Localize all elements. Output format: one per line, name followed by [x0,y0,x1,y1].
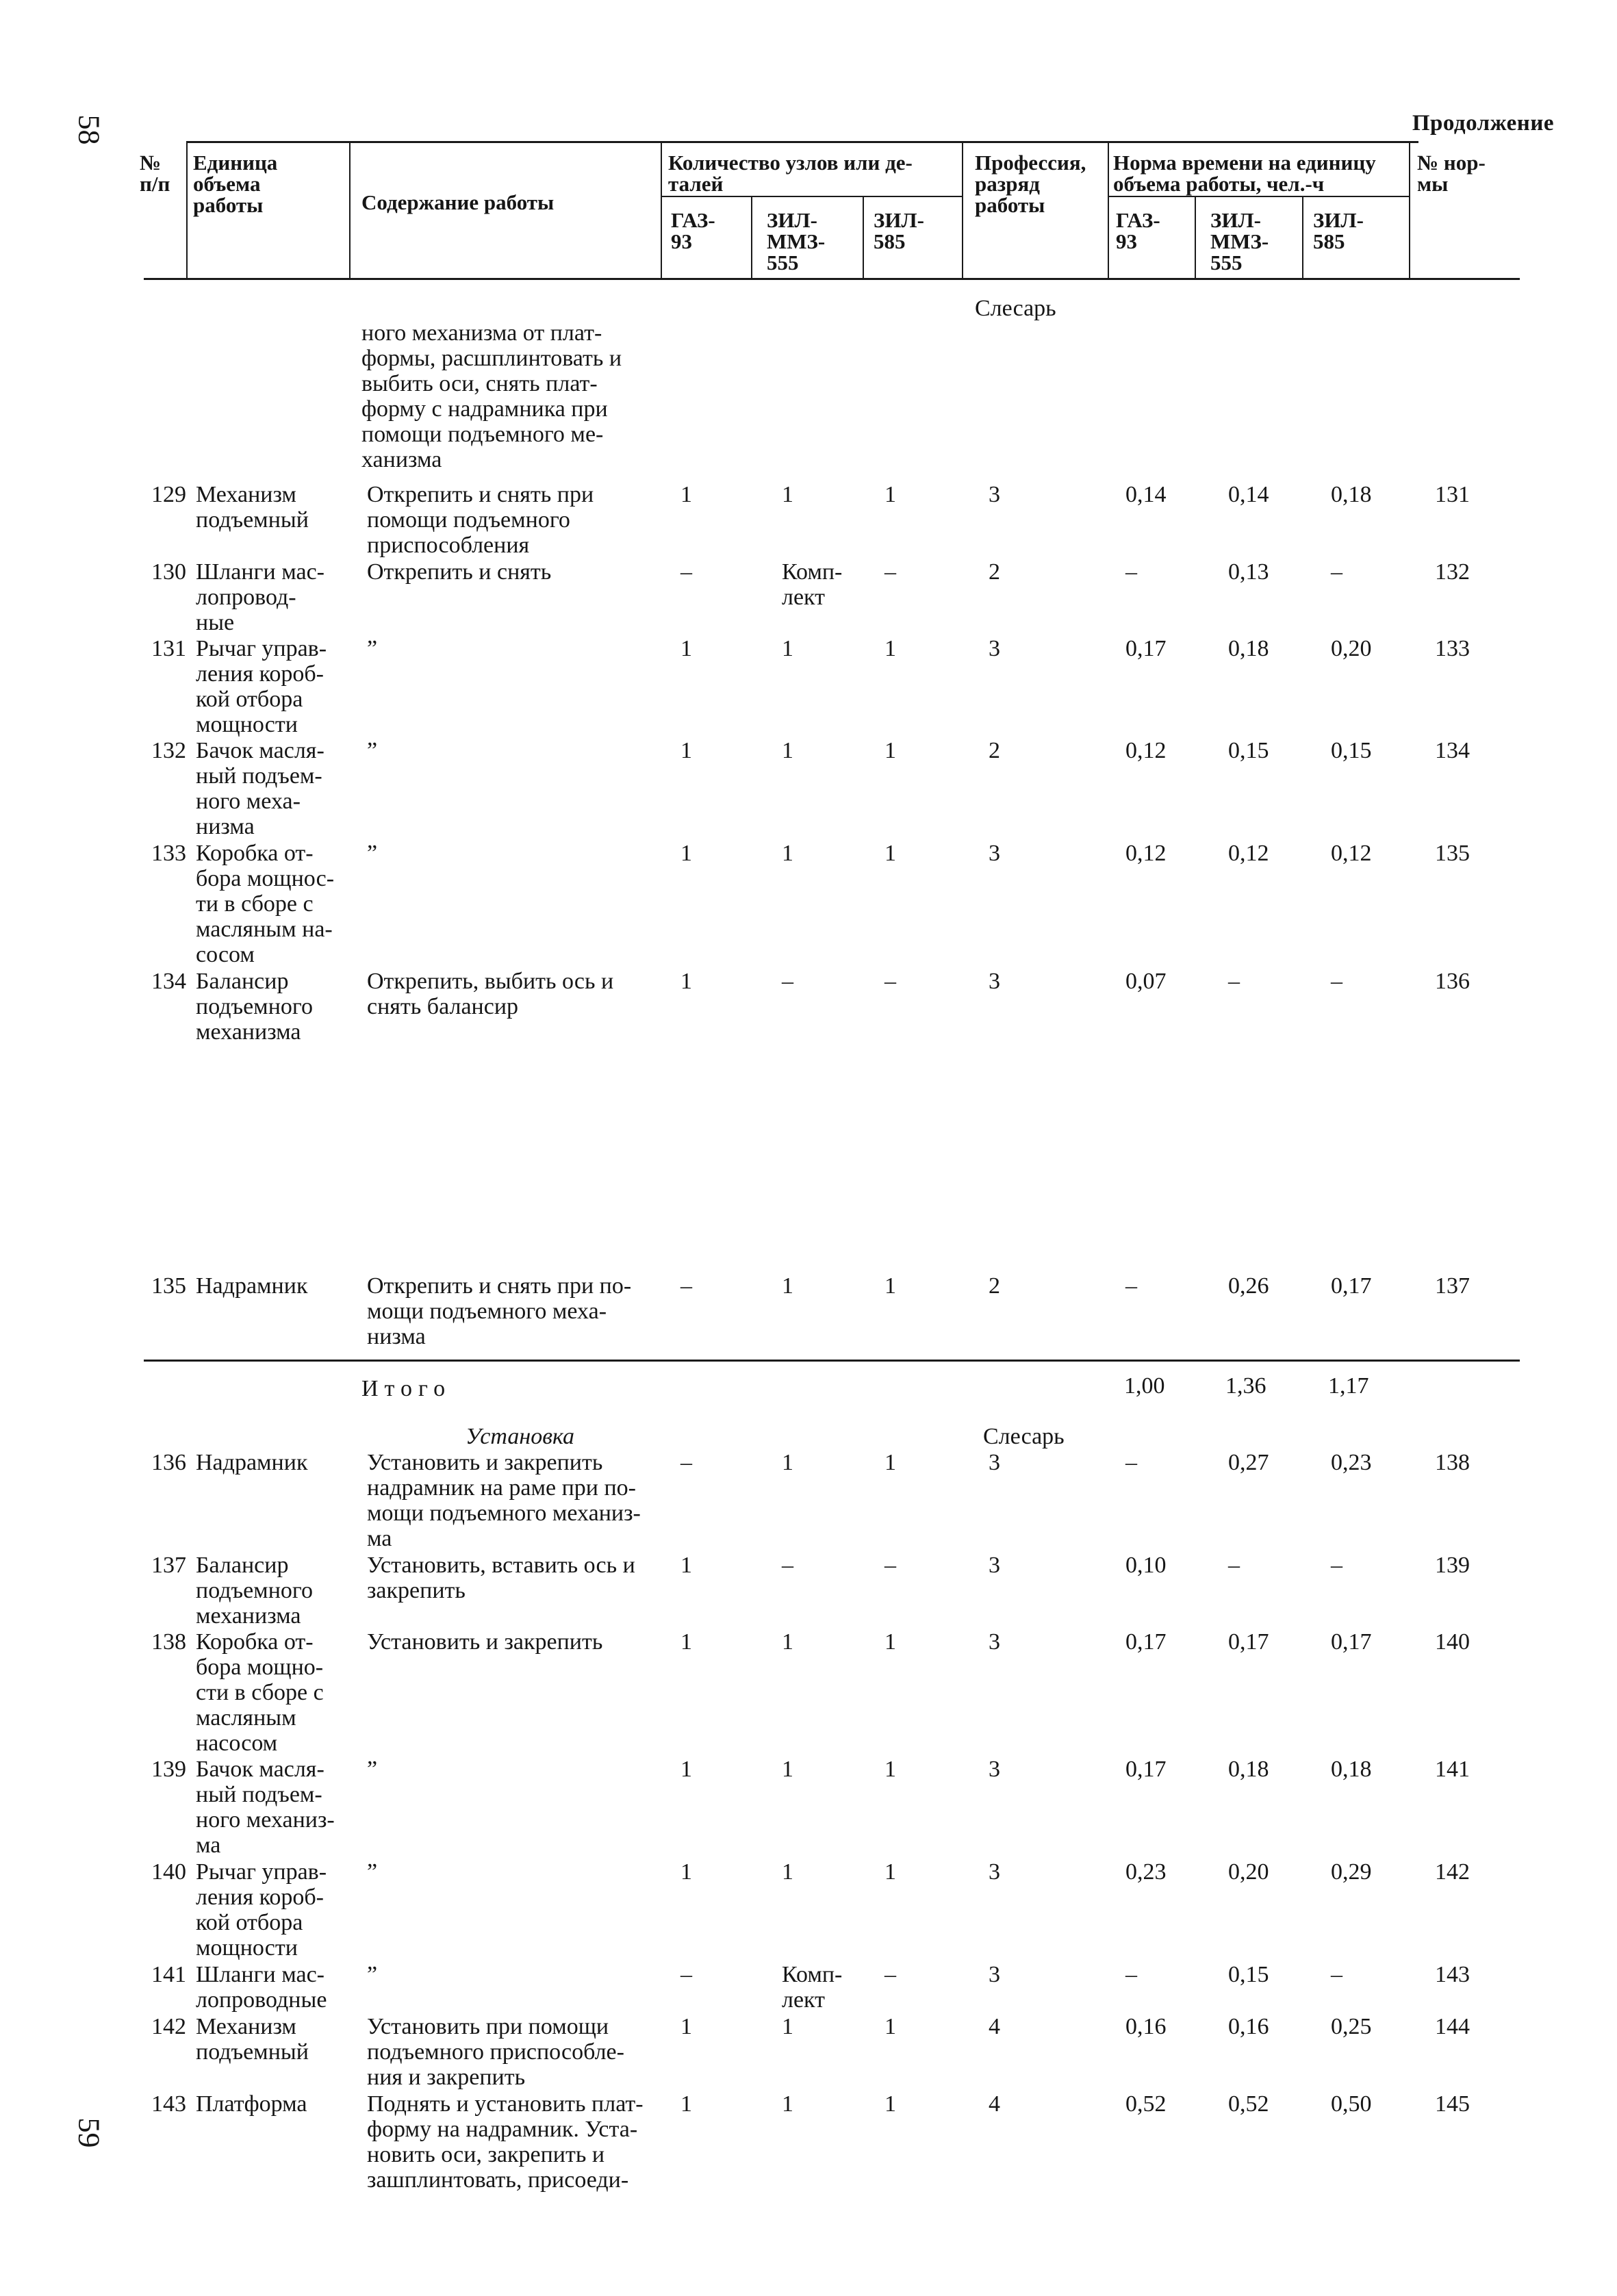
row-norm-gaz: 0,07 [1125,969,1167,994]
row-qty-gaz: 1 [680,2014,692,2039]
row-rank: 3 [989,1859,1000,1885]
row-content: Открепить и снять [367,559,552,585]
row-norm-number: 138 [1435,1450,1470,1475]
row-norm-gaz: 0,17 [1125,636,1167,661]
row-rank: 3 [989,636,1000,661]
row-qty-zil555: 1 [782,2014,793,2039]
row-content: Установить при помощи подъемного приспособле- ния и закрепить [367,2014,624,2090]
row-norm-number: 140 [1435,1629,1470,1655]
row-norm-zil585: 0,15 [1331,738,1372,763]
row-qty-zil585: 1 [884,1273,896,1299]
total-label: Итого [361,1376,452,1401]
row-rank: 3 [989,1553,1000,1578]
row-unit: Шланги мас- лопроводные [196,1962,327,2013]
row-norm-gaz: 0,23 [1125,1859,1167,1885]
row-norm-number: 142 [1435,1859,1470,1885]
row-qty-zil555: – [782,969,793,994]
row-qty-gaz: – [680,1450,692,1475]
row-qty-zil585: 1 [884,1629,896,1655]
row-rank: 4 [989,2091,1000,2117]
row-qty-zil555: 1 [782,2091,793,2117]
row-unit: Механизм подъемный [196,2014,309,2065]
row-norm-gaz: 0,16 [1125,2014,1167,2039]
row-rank: 3 [989,1962,1000,1987]
row-unit: Бачок масля- ный подъем- ного меха- низма [196,738,324,839]
row-norm-zil555: 0,52 [1228,2091,1269,2117]
row-rank: 3 [989,1629,1000,1655]
row-qty-gaz: 1 [680,738,692,763]
header-no: № п/п [140,151,170,196]
row-number: 134 [151,969,186,994]
total-norm-gaz: 1,00 [1124,1373,1165,1399]
total-norm-zil585: 1,17 [1328,1373,1369,1399]
row-norm-zil585: 0,17 [1331,1273,1372,1299]
row-qty-zil585: 1 [884,636,896,661]
row-norm-zil585: 0,29 [1331,1859,1372,1885]
row-qty-zil585: 1 [884,738,896,763]
header-norm-gaz: ГАЗ- 93 [1116,208,1160,253]
header-qty-zil555: ЗИЛ- ММЗ- 555 [767,208,826,275]
row-qty-zil585: 1 [884,1450,896,1475]
header-profession: Профессия, разряд работы [975,151,1086,217]
row-unit: Рычаг управ- ления короб- кой отбора мощности [196,1859,327,1961]
row-norm-zil585: – [1331,1553,1342,1578]
row-norm-zil555: 0,18 [1228,1757,1269,1782]
row-qty-gaz: 1 [680,636,692,661]
total-norm-zil555: 1,36 [1225,1373,1266,1399]
row-unit: Механизм подъемный [196,482,309,533]
row-norm-number: 144 [1435,2014,1470,2039]
row-norm-zil585: 0,18 [1331,482,1372,507]
row-unit: Бачок масля- ный подъем- ного механиз- ма [196,1757,335,1858]
row-norm-gaz: 0,12 [1125,738,1167,763]
row-norm-gaz: 0,17 [1125,1757,1167,1782]
row-rank: 4 [989,2014,1000,2039]
row-norm-number: 131 [1435,482,1470,507]
row-number: 130 [151,559,186,585]
row-qty-zil555: Комп- лект [782,1962,843,2013]
section-title: Установка [466,1424,575,1449]
row-qty-gaz: 1 [680,841,692,866]
row-rank: 3 [989,841,1000,866]
row-content: ” [367,1962,378,1987]
row-norm-gaz: – [1125,1962,1137,1987]
header-qty-gaz: ГАЗ- 93 [671,208,715,253]
row-rank: 3 [989,1450,1000,1475]
row-unit: Балансир подъемного механизма [196,969,313,1045]
row-qty-zil555: 1 [782,1757,793,1782]
row-norm-number: 135 [1435,841,1470,866]
row-number: 136 [151,1450,186,1475]
right-page-number: 59 [72,2117,106,2148]
row-qty-zil585: – [884,1962,896,1987]
row-number: 137 [151,1553,186,1578]
row-number: 138 [151,1629,186,1655]
row-norm-zil585: 0,25 [1331,2014,1372,2039]
header-norm-zil555: ЗИЛ- ММЗ- 555 [1210,208,1269,275]
row-number: 141 [151,1962,186,1987]
row-number: 133 [151,841,186,866]
row-qty-gaz: 1 [680,482,692,507]
row-unit: Балансир подъемного механизма [196,1553,313,1629]
row-qty-gaz: 1 [680,1859,692,1885]
row-qty-gaz: – [680,1273,692,1299]
continued-label: Продолжение [1412,111,1554,136]
row-qty-zil585: 1 [884,482,896,507]
row-norm-gaz: 0,10 [1125,1553,1167,1578]
row-norm-number: 133 [1435,636,1470,661]
header-unit: Единица объема работы [193,151,278,217]
row-norm-zil585: 0,23 [1331,1450,1372,1475]
section-profession: Слесарь [983,1424,1065,1449]
row-qty-zil585: 1 [884,1757,896,1782]
header-qty-zil585: ЗИЛ- 585 [874,208,924,253]
row-number: 132 [151,738,186,763]
row-norm-gaz: – [1125,559,1137,585]
header-norm-group: Норма времени на единицу объема работы, чел.-ч [1113,151,1376,196]
row-rank: 2 [989,1273,1000,1299]
header-norm-number: № нор- мы [1417,151,1486,196]
row-rank: 3 [989,969,1000,994]
row-content: Открепить, выбить ось и снять балансир [367,969,614,1019]
row-qty-zil555: 1 [782,1273,793,1299]
row-qty-zil555: 1 [782,738,793,763]
row-norm-zil555: 0,14 [1228,482,1269,507]
row-norm-gaz: – [1125,1273,1137,1299]
row-qty-zil585: 1 [884,2014,896,2039]
row-unit: Надрамник [196,1273,308,1299]
row-unit: Коробка от- бора мощно- сти в сборе с масляным насосом [196,1629,324,1756]
row-norm-zil555: 0,17 [1228,1629,1269,1655]
row-content: Открепить и снять при помощи подъемного приспособления [367,482,594,558]
row-norm-gaz: – [1125,1450,1137,1475]
row-norm-zil585: 0,20 [1331,636,1372,661]
row-qty-zil585: – [884,1553,896,1578]
row-content: Поднять и установить плат- форму на надрамник. Уста- новить оси, закрепить и зашплинтовать, присоеди- [367,2091,644,2193]
row-qty-zil585: 1 [884,1859,896,1885]
continuation-profession: Слесарь [975,296,1056,321]
row-number: 142 [151,2014,186,2039]
row-number: 143 [151,2091,186,2117]
row-content: ” [367,636,378,661]
row-norm-zil585: – [1331,559,1342,585]
row-norm-zil585: 0,12 [1331,841,1372,866]
row-qty-zil585: – [884,969,896,994]
row-norm-number: 137 [1435,1273,1470,1299]
header-qty-group: Количество узлов или де- талей [668,151,913,196]
header-norm-zil585: ЗИЛ- 585 [1313,208,1364,253]
row-qty-gaz: 1 [680,969,692,994]
row-qty-gaz: 1 [680,1757,692,1782]
row-norm-zil585: – [1331,1962,1342,1987]
row-unit: Коробка от- бора мощнос- ти в сборе с масляным на- сосом [196,841,335,967]
row-rank: 3 [989,1757,1000,1782]
left-page-number: 58 [72,114,106,145]
row-qty-zil555: Комп- лект [782,559,843,610]
row-number: 129 [151,482,186,507]
row-norm-zil555: – [1228,969,1240,994]
row-qty-zil555: 1 [782,636,793,661]
row-norm-gaz: 0,52 [1125,2091,1167,2117]
row-norm-gaz: 0,12 [1125,841,1167,866]
row-qty-zil555: 1 [782,1450,793,1475]
row-norm-zil585: 0,50 [1331,2091,1372,2117]
row-number: 139 [151,1757,186,1782]
row-norm-zil555: 0,18 [1228,636,1269,661]
row-qty-zil585: 1 [884,841,896,866]
row-rank: 2 [989,559,1000,585]
row-unit: Платформа [196,2091,307,2117]
row-qty-zil585: 1 [884,2091,896,2117]
row-content: ” [367,1757,378,1782]
row-number: 131 [151,636,186,661]
row-norm-number: 136 [1435,969,1470,994]
row-norm-number: 134 [1435,738,1470,763]
row-rank: 3 [989,482,1000,507]
row-content: ” [367,738,378,763]
row-content: Установить и закрепить надрамник на раме при по- мощи подъемного механиз- ма [367,1450,641,1551]
continuation-content: ного механизма от плат- формы, расшплинтовать и выбить оси, снять плат- форму с надрамника при помощи подъемного ме- ханизма [361,320,622,472]
row-norm-zil555: 0,15 [1228,738,1269,763]
row-norm-zil555: 0,26 [1228,1273,1269,1299]
row-norm-number: 143 [1435,1962,1470,1987]
row-rank: 2 [989,738,1000,763]
row-qty-zil555: 1 [782,841,793,866]
row-unit: Надрамник [196,1450,308,1475]
row-norm-gaz: 0,14 [1125,482,1167,507]
row-qty-zil555: 1 [782,482,793,507]
row-norm-zil555: 0,20 [1228,1859,1269,1885]
row-qty-gaz: – [680,559,692,585]
row-qty-zil555: 1 [782,1629,793,1655]
row-norm-zil555: 0,27 [1228,1450,1269,1475]
row-content: Установить и закрепить [367,1629,603,1655]
row-norm-zil585: 0,17 [1331,1629,1372,1655]
row-norm-gaz: 0,17 [1125,1629,1167,1655]
row-number: 135 [151,1273,186,1299]
row-content: ” [367,841,378,866]
row-content: Открепить и снять при по- мощи подъемного меха- низма [367,1273,632,1349]
row-qty-zil555: 1 [782,1859,793,1885]
row-unit: Рычаг управ- ления короб- кой отбора мощности [196,636,327,737]
row-number: 140 [151,1859,186,1885]
row-qty-gaz: 1 [680,1629,692,1655]
row-qty-gaz: 1 [680,1553,692,1578]
row-norm-zil555: 0,12 [1228,841,1269,866]
row-norm-zil555: 0,15 [1228,1962,1269,1987]
row-qty-gaz: 1 [680,2091,692,2117]
row-content: ” [367,1859,378,1885]
row-norm-zil555: 0,16 [1228,2014,1269,2039]
row-norm-zil555: 0,13 [1228,559,1269,585]
total-divider [144,1360,1520,1362]
row-qty-zil555: – [782,1553,793,1578]
row-qty-zil585: – [884,559,896,585]
row-norm-zil555: – [1228,1553,1240,1578]
row-norm-number: 139 [1435,1553,1470,1578]
row-norm-zil585: 0,18 [1331,1757,1372,1782]
row-unit: Шланги мас- лопровод- ные [196,559,324,635]
row-content: Установить, вставить ось и закрепить [367,1553,635,1603]
row-norm-number: 145 [1435,2091,1470,2117]
row-norm-zil585: – [1331,969,1342,994]
header-content: Содержание работы [361,190,555,214]
row-norm-number: 132 [1435,559,1470,585]
row-qty-gaz: – [680,1962,692,1987]
row-norm-number: 141 [1435,1757,1470,1782]
